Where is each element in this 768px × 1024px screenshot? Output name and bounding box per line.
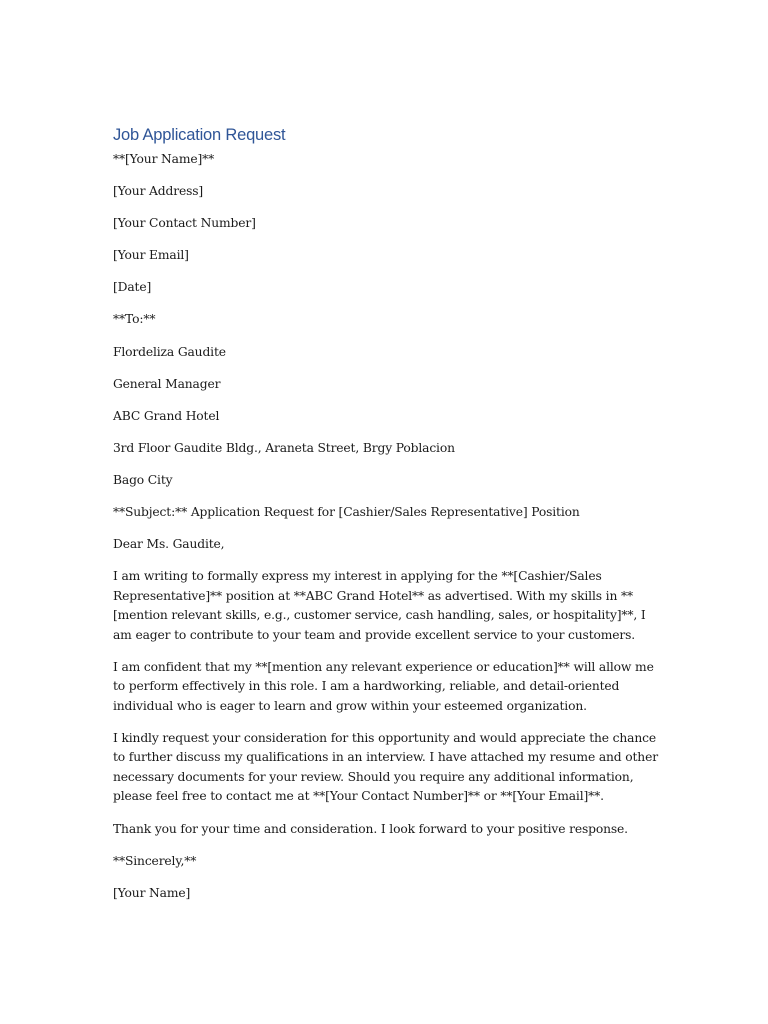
body-paragraph-4: Thank you for your time and consideration. I look forward to your positive response.	[113, 821, 628, 836]
letter-signature: [Your Name]	[113, 885, 191, 900]
sender-name: **[Your Name]**	[113, 152, 215, 166]
body-paragraph-1: I am writing to formally express my interest in applying for the **[Cashier/Sales Representative]** position at **ABC Grand Hotel** as advertised. With my skills in **[mention relevant skills, e.g., customer service, cash handling, sales, or hospitality]**, I am eager to contribute to your team and provide excellent service to your customers.	[113, 569, 646, 642]
body-paragraph-3: I kindly request your consideration for this opportunity and would appreciate the chance to further discuss my qualifications in an interview. I have attached my resume and other necessary documents for your review. Should you require any additional information, please feel free to contact me at **[Your Contact Number]** or **[Your Email]**.	[113, 730, 658, 804]
recipient-city: Bago City	[113, 472, 173, 487]
letter-closing: **Sincerely,**	[113, 853, 197, 868]
letter-date: [Date]	[113, 280, 152, 295]
sender-contact-number: [Your Contact Number]	[113, 216, 256, 231]
sender-address: [Your Address]	[113, 184, 204, 199]
recipient-to-label: **To:**	[113, 312, 156, 327]
recipient-name: Flordeliza Gaudite	[113, 344, 226, 359]
document-title: Job Application Request	[113, 126, 286, 144]
recipient-company: ABC Grand Hotel	[113, 408, 220, 423]
recipient-street: 3rd Floor Gaudite Bldg., Araneta Street, Brgy Poblacion	[113, 440, 455, 455]
sender-email: [Your Email]	[113, 248, 189, 263]
body-paragraph-2: I am confident that my **[mention any relevant experience or education]** will allow me to perform effectively in this role. I am a hardworking, reliable, and detail-oriented individual who is eager to learn and grow within your esteemed organization.	[113, 659, 654, 713]
document-page	[113, 124, 658, 916]
letter-salutation: Dear Ms. Gaudite,	[113, 537, 225, 552]
letter-subject: **Subject:** Application Request for [Cashier/Sales Representative] Position	[113, 505, 580, 520]
recipient-position: General Manager	[113, 376, 221, 391]
